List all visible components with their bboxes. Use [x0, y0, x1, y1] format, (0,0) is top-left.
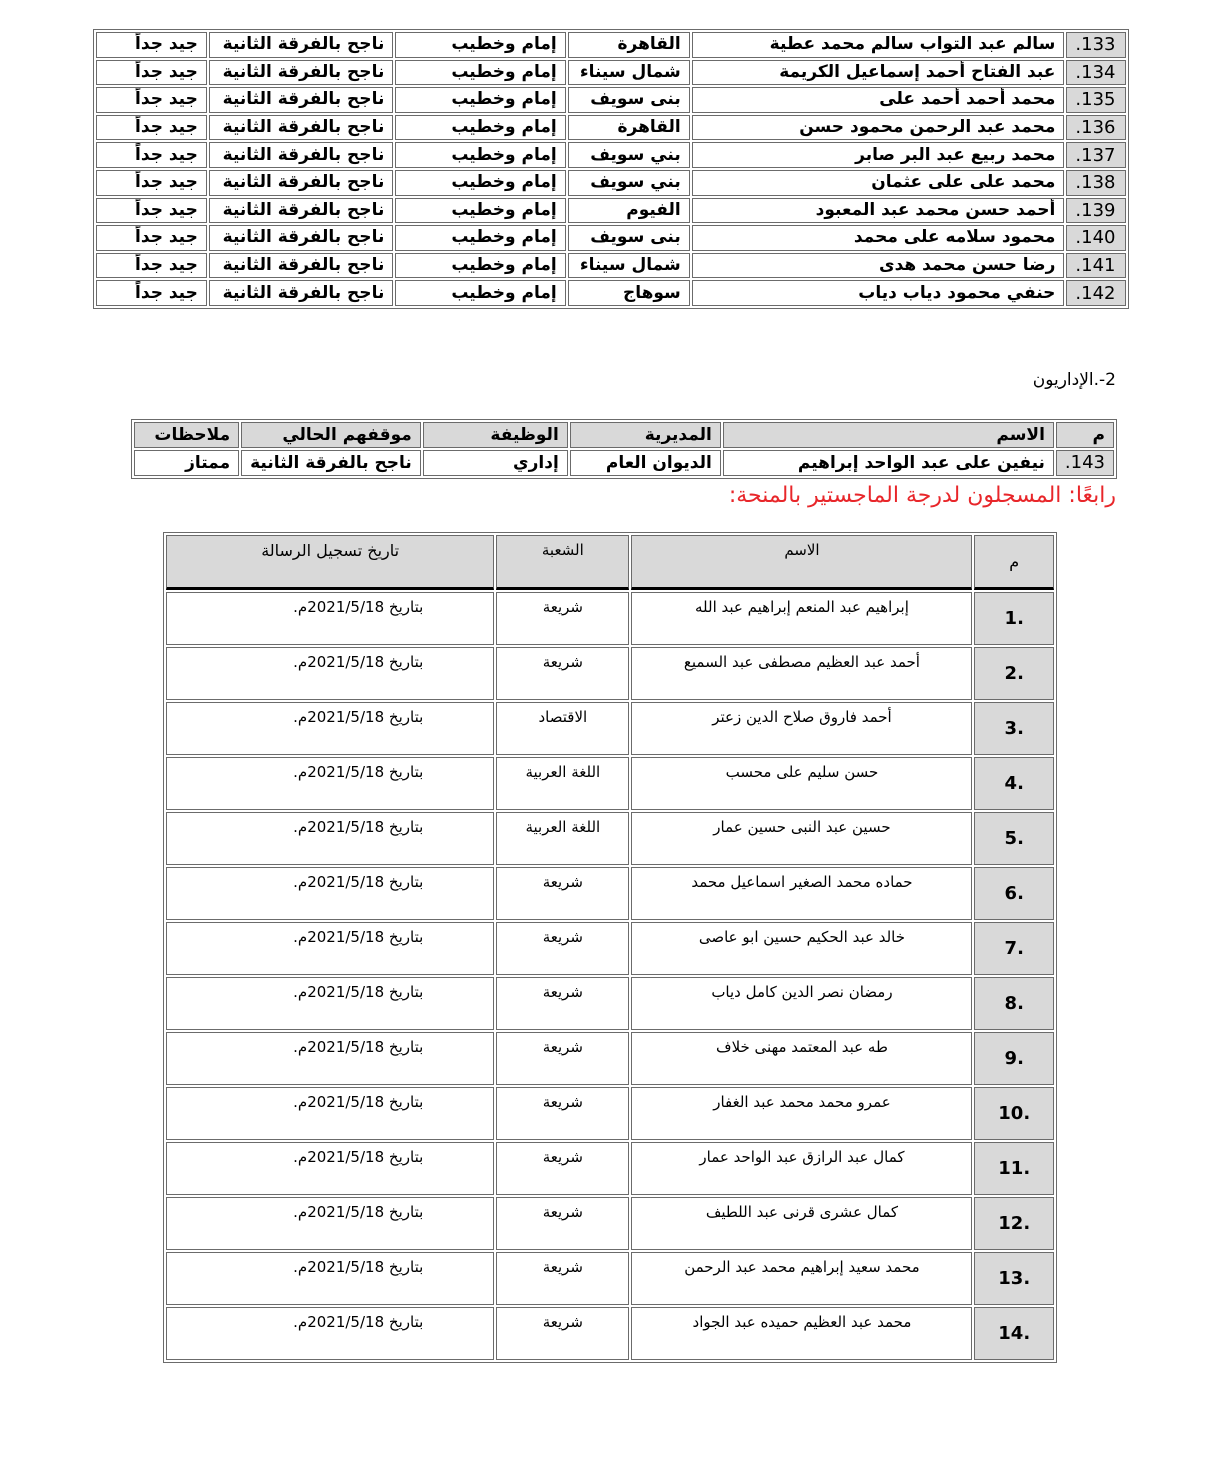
row-name: محمد عبد العظيم حميده عبد الجواد — [631, 1307, 972, 1360]
header-num: م — [974, 535, 1054, 590]
row-name: رضا حسن محمد هدى — [692, 253, 1065, 279]
row-name: محمد عبد الرحمن محمود حسن — [692, 115, 1065, 141]
table-row — [166, 922, 1054, 975]
row-grade: جيد جداً — [96, 87, 207, 113]
row-name: محمد أحمد أحمد على — [692, 87, 1065, 113]
row-name: حماده محمد الصغير اسماعيل محمد — [631, 867, 972, 920]
row-grade: جيد جداً — [96, 253, 207, 279]
row-directorate: شمال سيناء — [568, 60, 690, 86]
table-row — [96, 32, 1126, 58]
imams-table — [93, 29, 1129, 309]
row-job: إمام وخطيب — [395, 253, 565, 279]
row-num: .2 — [974, 647, 1054, 700]
table-row — [96, 87, 1126, 113]
row-num: .7 — [974, 922, 1054, 975]
table-row — [96, 198, 1126, 224]
table-row — [166, 1197, 1054, 1250]
row-directorate: بنى سويف — [568, 87, 690, 113]
row-name: محمد على على عثمان — [692, 170, 1065, 196]
header-name: الاسم — [723, 422, 1054, 448]
table-row — [96, 60, 1126, 86]
row-name: أحمد حسن محمد عبد المعبود — [692, 198, 1065, 224]
row-directorate: الفيوم — [568, 198, 690, 224]
row-status: ناجح بالفرقة الثانية — [209, 115, 393, 141]
row-num: .8 — [974, 977, 1054, 1030]
row-num: .4 — [974, 757, 1054, 810]
row-name: حسين عبد النبى حسين عمار — [631, 812, 972, 865]
row-branch: شريعة — [496, 1307, 629, 1360]
table-row — [166, 1087, 1054, 1140]
table-row — [96, 225, 1126, 251]
row-name: حنفي محمود دياب دياب — [692, 280, 1065, 306]
row-job: إمام وخطيب — [395, 198, 565, 224]
row-num: .140 — [1066, 225, 1126, 251]
row-num: .142 — [1066, 280, 1126, 306]
row-num: .143 — [1056, 450, 1114, 476]
row-branch: شريعة — [496, 1142, 629, 1195]
row-name: عمرو محمد محمد عبد الغفار — [631, 1087, 972, 1140]
row-branch: اللغة العربية — [496, 757, 629, 810]
table-row — [96, 115, 1126, 141]
row-name: نيفين على عبد الواحد إبراهيم — [723, 450, 1054, 476]
row-num: .3 — [974, 702, 1054, 755]
header-num: م — [1056, 422, 1114, 448]
row-num: .141 — [1066, 253, 1126, 279]
row-grade: جيد جداً — [96, 198, 207, 224]
table-row — [166, 592, 1054, 645]
row-date: بتاريخ 2021/5/18م. — [166, 977, 494, 1030]
row-name: رمضان نصر الدين كامل دياب — [631, 977, 972, 1030]
table-row — [166, 812, 1054, 865]
table-row — [166, 757, 1054, 810]
row-branch: شريعة — [496, 1032, 629, 1085]
row-date: بتاريخ 2021/5/18م. — [166, 647, 494, 700]
row-date: بتاريخ 2021/5/18م. — [166, 1032, 494, 1085]
table-header-row — [166, 535, 1054, 590]
row-grade: جيد جداً — [96, 115, 207, 141]
table-row — [96, 253, 1126, 279]
table-row — [166, 1252, 1054, 1305]
row-job: إمام وخطيب — [395, 142, 565, 168]
row-name: محمد ربيع عبد البر صابر — [692, 142, 1065, 168]
row-branch: شريعة — [496, 922, 629, 975]
row-grade: جيد جداً — [96, 170, 207, 196]
row-branch: شريعة — [496, 1252, 629, 1305]
row-grade: جيد جداً — [96, 142, 207, 168]
row-directorate: سوهاج — [568, 280, 690, 306]
row-num: .9 — [974, 1032, 1054, 1085]
row-branch: شريعة — [496, 1197, 629, 1250]
row-job: إمام وخطيب — [395, 280, 565, 306]
row-date: بتاريخ 2021/5/18م. — [166, 1142, 494, 1195]
row-date: بتاريخ 2021/5/18م. — [166, 1087, 494, 1140]
row-num: .136 — [1066, 115, 1126, 141]
row-date: بتاريخ 2021/5/18م. — [166, 1307, 494, 1360]
table-row — [166, 1307, 1054, 1360]
row-name: محمود سلامه على محمد — [692, 225, 1065, 251]
header-job: الوظيفة — [423, 422, 568, 448]
row-status: ناجح بالفرقة الثانية — [209, 60, 393, 86]
row-status: ناجح بالفرقة الثانية — [241, 450, 421, 476]
row-status: ناجح بالفرقة الثانية — [209, 225, 393, 251]
row-directorate: القاهرة — [568, 115, 690, 141]
row-num: .12 — [974, 1197, 1054, 1250]
row-directorate: الديوان العام — [570, 450, 721, 476]
table-row — [166, 977, 1054, 1030]
row-job: إمام وخطيب — [395, 115, 565, 141]
table-row — [96, 142, 1126, 168]
row-name: أحمد فاروق صلاح الدين زعتر — [631, 702, 972, 755]
row-directorate: بنى سويف — [568, 225, 690, 251]
row-date: بتاريخ 2021/5/18م. — [166, 1252, 494, 1305]
table-row — [166, 1032, 1054, 1085]
row-num: .10 — [974, 1087, 1054, 1140]
row-branch: شريعة — [496, 647, 629, 700]
row-num: .14 — [974, 1307, 1054, 1360]
row-name: خالد عبد الحكيم حسين ابو عاصى — [631, 922, 972, 975]
row-status: ناجح بالفرقة الثانية — [209, 253, 393, 279]
row-job: إمام وخطيب — [395, 60, 565, 86]
row-date: بتاريخ 2021/5/18م. — [166, 592, 494, 645]
row-job: إمام وخطيب — [395, 225, 565, 251]
row-num: .6 — [974, 867, 1054, 920]
row-name: إبراهيم عبد المنعم إبراهيم عبد الله — [631, 592, 972, 645]
row-job: إمام وخطيب — [395, 87, 565, 113]
row-directorate: بني سويف — [568, 170, 690, 196]
row-status: ناجح بالفرقة الثانية — [209, 170, 393, 196]
row-date: بتاريخ 2021/5/18م. — [166, 702, 494, 755]
row-status: ناجح بالفرقة الثانية — [209, 87, 393, 113]
row-job: إداري — [423, 450, 568, 476]
row-num: .13 — [974, 1252, 1054, 1305]
masters-table — [163, 532, 1057, 1363]
row-grade: جيد جداً — [96, 32, 207, 58]
row-num: .139 — [1066, 198, 1126, 224]
table-row — [134, 450, 1114, 476]
row-name: حسن سليم على محسب — [631, 757, 972, 810]
row-name: كمال عبد الرازق عبد الواحد عمار — [631, 1142, 972, 1195]
header-status: موقفهم الحالي — [241, 422, 421, 448]
row-name: محمد سعيد إبراهيم محمد عبد الرحمن — [631, 1252, 972, 1305]
row-num: .134 — [1066, 60, 1126, 86]
admins-table — [131, 419, 1117, 479]
row-num: .1 — [974, 592, 1054, 645]
row-grade: جيد جداً — [96, 60, 207, 86]
row-status: ناجح بالفرقة الثانية — [209, 142, 393, 168]
row-num: .135 — [1066, 87, 1126, 113]
header-branch: الشعبة — [496, 535, 629, 590]
header-directorate: المديرية — [570, 422, 721, 448]
row-directorate: بني سويف — [568, 142, 690, 168]
row-date: بتاريخ 2021/5/18م. — [166, 1197, 494, 1250]
row-status: ناجح بالفرقة الثانية — [209, 280, 393, 306]
table-row — [96, 280, 1126, 306]
row-branch: الاقتصاد — [496, 702, 629, 755]
row-name: كمال عشرى قرنى عبد اللطيف — [631, 1197, 972, 1250]
table-row — [96, 170, 1126, 196]
row-branch: شريعة — [496, 592, 629, 645]
row-job: إمام وخطيب — [395, 170, 565, 196]
row-grade: جيد جداً — [96, 280, 207, 306]
row-directorate: القاهرة — [568, 32, 690, 58]
row-name: طه عبد المعتمد مهنى خلاف — [631, 1032, 972, 1085]
table-header-row — [134, 422, 1114, 448]
row-num: .137 — [1066, 142, 1126, 168]
table-row — [166, 1142, 1054, 1195]
row-num: .133 — [1066, 32, 1126, 58]
row-name: عبد الفتاح أحمد إسماعيل الكريمة — [692, 60, 1065, 86]
row-directorate: شمال سيناء — [568, 253, 690, 279]
row-status: ناجح بالفرقة الثانية — [209, 198, 393, 224]
admins-section-heading: 2-.الإداريون — [1032, 370, 1116, 390]
table-row — [166, 647, 1054, 700]
row-notes: ممتاز — [134, 450, 239, 476]
row-job: إمام وخطيب — [395, 32, 565, 58]
table-row — [166, 702, 1054, 755]
row-grade: جيد جداً — [96, 225, 207, 251]
row-branch: شريعة — [496, 1087, 629, 1140]
row-num: .5 — [974, 812, 1054, 865]
row-branch: شريعة — [496, 867, 629, 920]
row-date: بتاريخ 2021/5/18م. — [166, 812, 494, 865]
row-date: بتاريخ 2021/5/18م. — [166, 922, 494, 975]
row-num: .138 — [1066, 170, 1126, 196]
table-row — [166, 867, 1054, 920]
row-status: ناجح بالفرقة الثانية — [209, 32, 393, 58]
header-date: تاريخ تسجيل الرسالة — [166, 535, 494, 590]
row-branch: شريعة — [496, 977, 629, 1030]
row-branch: اللغة العربية — [496, 812, 629, 865]
header-notes: ملاحظات — [134, 422, 239, 448]
row-name: سالم عبد التواب سالم محمد عطية — [692, 32, 1065, 58]
masters-section-heading: رابعًا: المسجلون لدرجة الماجستير بالمنحة: — [728, 483, 1116, 508]
row-name: أحمد عبد العظيم مصطفى عبد السميع — [631, 647, 972, 700]
row-date: بتاريخ 2021/5/18م. — [166, 757, 494, 810]
header-name: الاسم — [631, 535, 972, 590]
row-date: بتاريخ 2021/5/18م. — [166, 867, 494, 920]
row-num: .11 — [974, 1142, 1054, 1195]
